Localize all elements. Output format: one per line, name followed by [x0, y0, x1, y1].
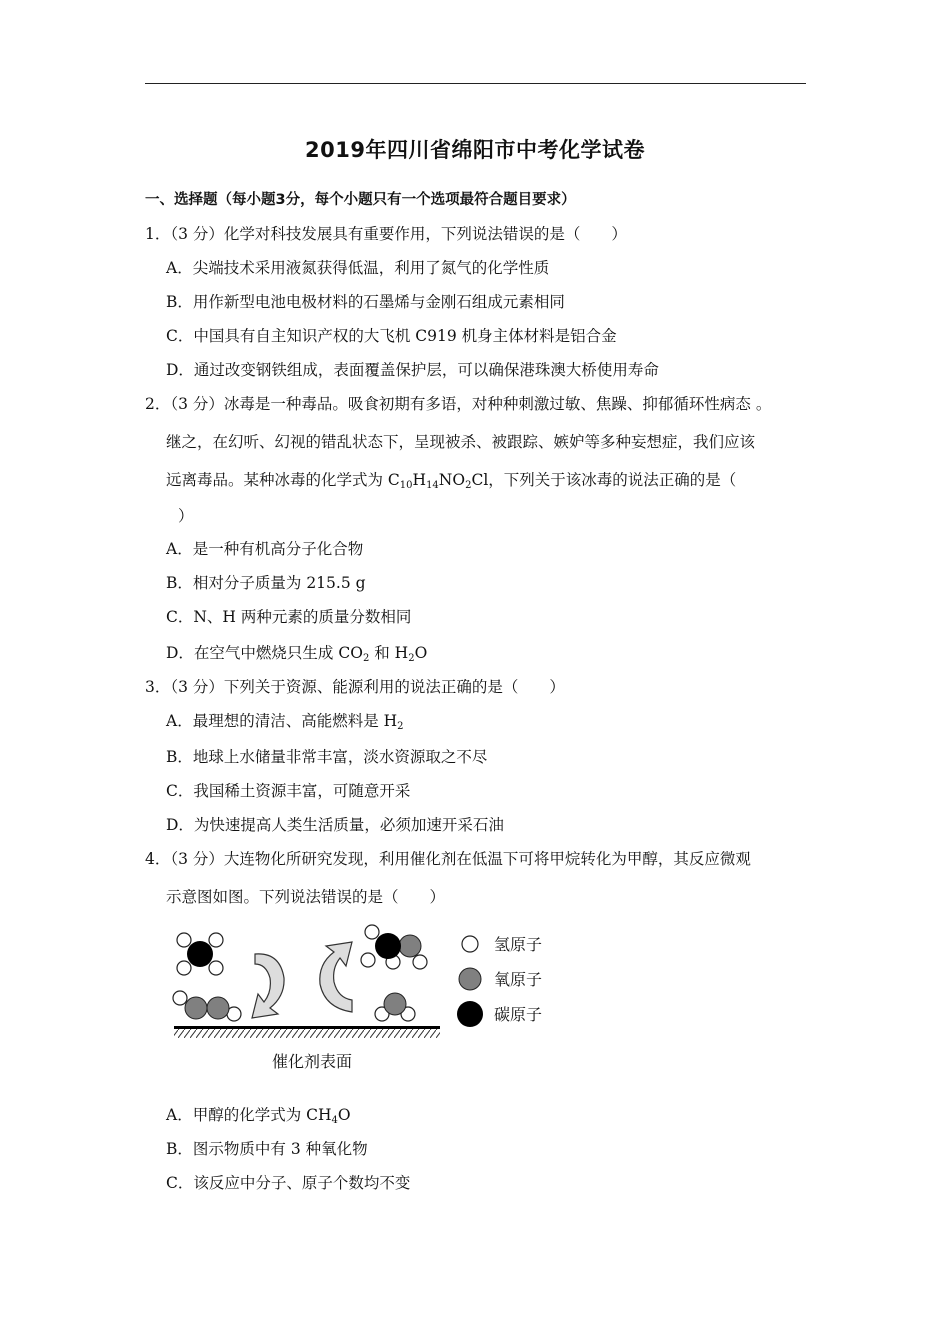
curved-arrow-down-icon	[252, 954, 284, 1018]
legend-hydrogen-label: 氢原子	[494, 935, 543, 954]
q1-option-d: D．通过改变钢铁组成，表面覆盖保护层，可以确保港珠澳大桥使用寿命	[166, 361, 659, 379]
legend	[457, 935, 542, 1027]
reaction-diagram-svg	[160, 918, 560, 1078]
q3-option-c: C．我国稀土资源丰富，可随意开采	[166, 782, 411, 800]
q4-option-b: B．图示物质中有 3 种氧化物	[166, 1140, 368, 1158]
catalyst-surface-label: 催化剂表面	[271, 1052, 353, 1071]
reaction-diagram	[160, 918, 560, 1078]
q1-stem: 1．（3 分）化学对科技发展具有重要作用，下列说法错误的是（ ）	[145, 225, 627, 243]
q4-option-a: A．甲醇的化学式为 $CH_4O$	[166, 1106, 351, 1126]
q4-stem-line2: 示意图如图。下列说法错误的是（ ）	[166, 888, 446, 906]
q1-option-a: A．尖端技术采用液氮获得低温，利用了氮气的化学性质	[166, 259, 550, 277]
page-title: 2019年四川省绵阳市中考化学试卷	[305, 138, 645, 162]
q3-option-b: B．地球上水储量非常丰富，淡水资源取之不尽	[166, 748, 488, 766]
curved-arrow-up-icon	[320, 942, 352, 1012]
q2-option-d: D．在空气中燃烧只生成 $CO_2$ 和 $H_2O$	[166, 644, 428, 664]
q4-option-c: C．该反应中分子、原子个数均不变	[166, 1174, 411, 1192]
q2-option-b: B．相对分子质量为 215.5 g	[166, 574, 366, 592]
q2-option-c: C．N、H 两种元素的质量分数相同	[166, 608, 412, 626]
q4-stem-line1: 4．（3 分）大连物化所研究发现，利用催化剂在低温下可将甲烷转化为甲醇，其反应微观	[145, 850, 751, 868]
q2-option-a: A．是一种有机高分子化合物	[166, 540, 364, 558]
oxygen-on-surface	[173, 991, 241, 1021]
header-rule	[145, 83, 806, 84]
q2-stem-line2: 继之，在幻听、幻视的错乱状态下，呈现被杀、被跟踪、嫉妒等多种妄想症，我们应该	[166, 433, 756, 451]
legend-carbon-marker	[457, 1001, 483, 1027]
methanol-molecule	[361, 925, 427, 969]
q1-option-c: C．中国具有自主知识产权的大飞机 C919 机身主体材料是铝合金	[166, 327, 617, 345]
section-heading: 一、选择题（每小题3分，每个小题只有一个选项最符合题目要求）	[145, 192, 576, 208]
legend-oxygen-label: 氧原子	[494, 970, 543, 989]
q3-option-d: D．为快速提高人类生活质量，必须加速开采石油	[166, 816, 504, 834]
hydroxyl-on-surface	[375, 993, 415, 1021]
catalyst-surface	[174, 1026, 440, 1038]
methane-molecule	[177, 933, 223, 975]
legend-carbon-label: 碳原子	[494, 1005, 543, 1024]
q3-option-a: A．最理想的清洁、高能燃料是 $H_2$	[166, 712, 404, 732]
q2-stem-line4: ）	[178, 507, 194, 525]
q2-stem-line3: 远离毒品。某种冰毒的化学式为 $C_{10}H_{14}NO_2Cl$，下列关于该冰毒的说法正确的是（	[166, 471, 737, 491]
legend-hydrogen-marker	[462, 936, 478, 952]
q1-option-b: B．用作新型电池电极材料的石墨烯与金刚石组成元素相同	[166, 293, 565, 311]
legend-oxygen-marker	[459, 968, 481, 990]
q3-stem: 3．（3 分）下列关于资源、能源利用的说法正确的是（ ）	[145, 678, 565, 696]
q2-stem-line1: 2．（3 分）冰毒是一种毒品。吸食初期有多语，对种种刺激过敏、焦躁、抑郁循环性病态 。	[145, 395, 772, 413]
